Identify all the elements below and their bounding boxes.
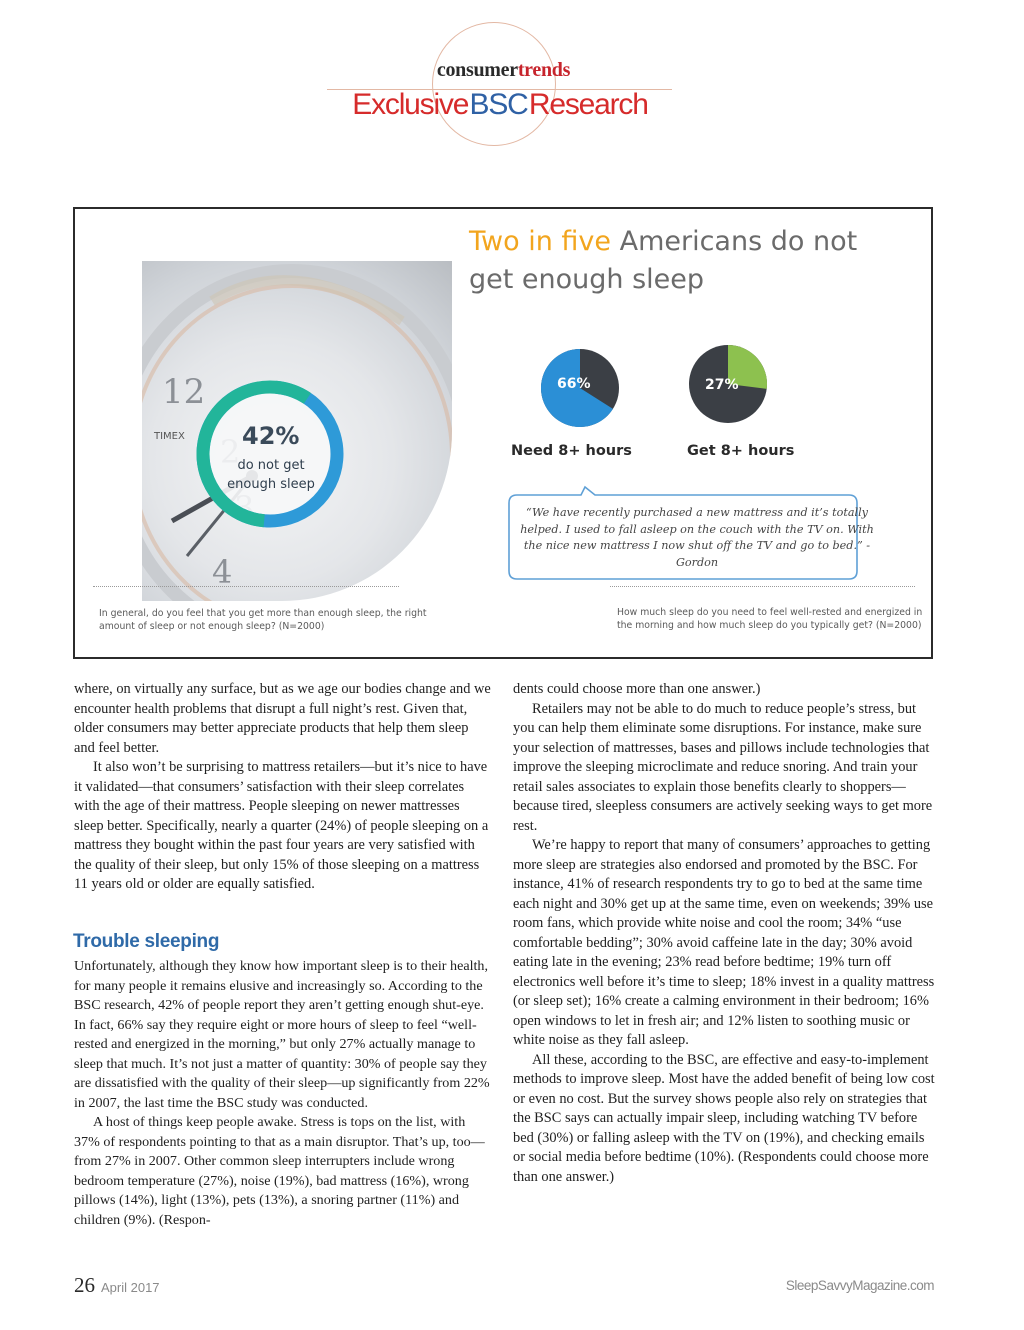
subheading-trouble-sleeping: Trouble sleeping xyxy=(73,931,220,952)
title-part3: Research xyxy=(528,88,648,121)
survey-question-right: How much sleep do you need to feel well-rested and energized in the morning and how much sleep do you typically get? (N=2000) xyxy=(617,607,923,631)
website-link[interactable]: SleepSavvyMagazine.com xyxy=(785,1278,934,1293)
kicker-part1: consumer xyxy=(436,59,518,81)
header-circle-ornament xyxy=(432,22,556,146)
paragraph: where, on virtually any surface, but as we age our bodies change and we encounter health problems that disrupt a full night’s rest. Given that, older consumers may better appreciate products that help them sleep and feel better. xyxy=(74,681,491,756)
note-divider-right xyxy=(610,586,915,587)
section-title xyxy=(0,88,1000,122)
paragraph: Unfortunately, although they know how important sleep is to their health, for many people it remains elusive and increasingly so. According to the BSC research, 42% of people report they aren’t getting enough shut-eye. In fact, 66% say they require eight or more hours of sleep to feel “well-rested and energized in the morning,” but only 27% actually manage to sleep that much. It’s not just a matter of quantity: 30% of people say they are dissatisfied with the quality of their sleep—up significantly from 22% in 2007, the last time the BSC study was conducted. xyxy=(74,958,490,1111)
headline-highlight: Two in five xyxy=(469,226,612,257)
paragraph: A host of things keep people awake. Stress is tops on the list, with 37% of respondents pointing to that as a main disruptor. That’s up, too—from 27% in 2007. Other common sleep interrupters include wrong bedroom temperature (27%), noise (19%), bad mattress (16%), wrong pillows (14%), light (13%), pets (13%), a snoring partner (11%) and children (9%). (Respon- xyxy=(74,1114,485,1228)
clock-numeral-12: 12 xyxy=(162,372,206,412)
clock-numeral-4: 4 xyxy=(212,553,233,591)
headline-rest: Americans do not get enough sleep xyxy=(469,226,858,295)
ring-caption: do not get enough sleep xyxy=(227,458,315,492)
note-divider-left xyxy=(93,586,399,587)
article-column-right xyxy=(513,680,935,1187)
ring-percent: 42% xyxy=(242,422,300,450)
section-kicker xyxy=(0,59,1007,82)
pie-need-label: Need 8+ hours xyxy=(511,443,632,459)
title-part1: Exclusive xyxy=(352,88,469,121)
paragraph: It also won’t be surprising to mattress retailers—but it’s nice to have it validated—that consumers’ satisfaction with their sleep correlates with the age of their mattress. People sleeping on newer mattresses sleep better. Specifically, nearly a quarter (24%) of people sleeping on a mattress they bought within the past four years are very satisfied with the quality of their sleep, but only 15% of those sleeping on a mattress 11 years old or older are equally satisfied. xyxy=(74,759,489,892)
infographic-headline xyxy=(469,223,909,299)
kicker-part2: trends xyxy=(517,59,571,81)
pie-get-label: Get 8+ hours xyxy=(687,443,795,459)
clock-brand: TIMEX xyxy=(154,431,185,442)
paragraph: Retailers may not be able to do much to reduce people’s stress, but you can help them eliminate some disruptions. For instance, make sure your selection of mattresses, bases and pillows include technologies that improve the sleeping microclimate and reduce snoring. And train your retail sales associates to explain those benefits clearly to shoppers—because tired, sleepless consumers are actively seeking ways to get more rest. xyxy=(513,700,933,834)
survey-question-left: In general, do you feel that you get more than enough sleep, the right amount of sleep or not enough sleep? (N=2000) xyxy=(99,608,427,632)
pie-need-percent: 66% xyxy=(557,376,591,392)
customer-quote: “We have recently purchased a new mattress and it’s totally helped. I used to fall asleep on the couch with the TV on. With the nice new mattress I now shut off the TV and go to bed.” - Gordon xyxy=(520,506,874,569)
pie-get-percent: 27% xyxy=(705,377,739,393)
article-column-left-top xyxy=(74,680,492,895)
paragraph: We’re happy to report that many of consumers’ approaches to getting more sleep are strategies also endorsed and promoted by the BSC. For instance, 41% of research respondents try to go to bed at the same time each night and 30% get up at the same time, even on weekends; 39% use room fans, which provide white noise and cool the room; 34% “use comfortable bedding”; 30% avoid caffeine late in the day; 30% avoid eating late in the evening; 23% read before bedtime; 19% turn off electronics well before it’s time to sleep; 18% invest in a quality mattress (or sleep set); 16% create a calming environment in their bedroom; 16% open windows to let in fresh air; and 12% listen to soothing music or white noise as they fall asleep. xyxy=(513,837,935,1048)
paragraph: All these, according to the BSC, are effective and easy-to-implement methods to improve sleep. Most have the added benefit of being low cost or even no cost. But the survey shows people also rely on strategies that the BSC says can actually impair sleep, including watching TV before bed (30%) or falling asleep with the TV on (19%), and checking emails or social media before bedtime (10%). (Respondents could choose more than one answer.) xyxy=(513,1051,935,1185)
infographic xyxy=(73,207,933,659)
donut-ring-chart xyxy=(190,374,350,534)
page-number: 26 xyxy=(74,1273,95,1297)
issue-date: April 2017 xyxy=(101,1280,160,1295)
article-column-left-bottom xyxy=(74,957,492,1230)
title-part2: BSC xyxy=(469,88,528,121)
paragraph: dents could choose more than one answer.) xyxy=(513,681,761,697)
